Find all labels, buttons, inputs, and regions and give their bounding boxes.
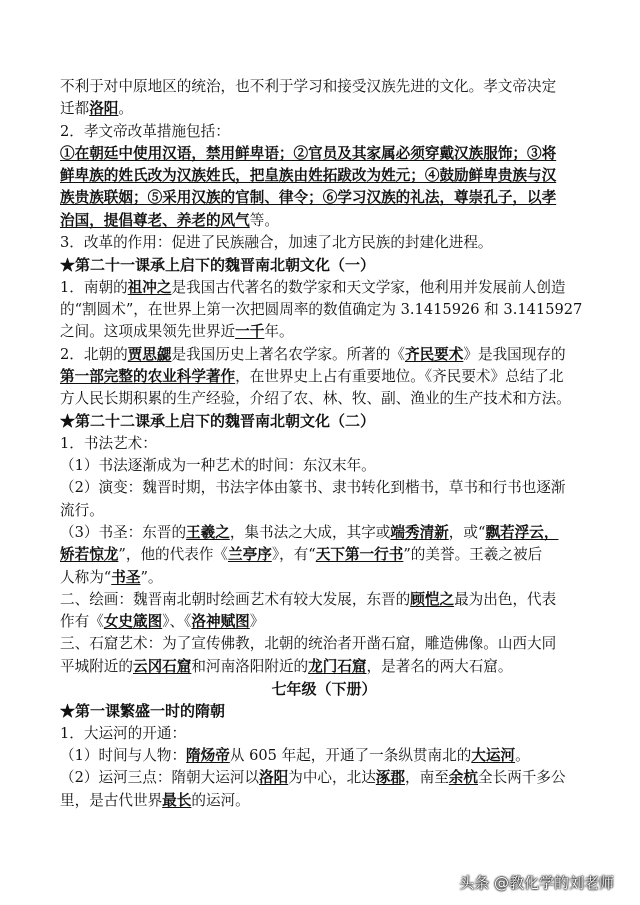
- text-segment: 》，有“: [271, 546, 316, 564]
- text-segment: ，或“: [448, 523, 486, 541]
- text-segment: 流行。: [60, 501, 104, 519]
- text-segment: 不利于对中原地区的统治，也不利于学习和接受汉族先进的文化。孝文帝决定: [60, 78, 557, 95]
- text-segment: ，集书法之大成，其字或: [229, 523, 391, 541]
- text-segment: 为中心，北达: [288, 769, 376, 787]
- key-term: 顾恺之: [410, 590, 455, 608]
- text-line: [60, 299, 588, 321]
- text-segment: 三、石窟艺术：为了宣传佛教，北朝的统治者开凿石窟，雕造佛像。山西大同: [60, 635, 557, 653]
- text-segment: ，南至: [405, 769, 449, 787]
- text-segment: 》、《: [162, 613, 192, 631]
- text-segment: 》是我国现存的: [463, 345, 566, 363]
- key-term: 隋炀帝: [186, 746, 230, 764]
- key-term: 最长: [162, 791, 192, 809]
- section-heading: [60, 700, 588, 722]
- text-segment: （1）时间与人物：: [60, 746, 187, 764]
- text-line: [60, 633, 588, 655]
- text-segment: 方人民长期积累的生产经验，介绍了农、林、牧、副、渔业的生产技术和方法。: [60, 390, 571, 408]
- text-segment: 是我国古代著名的数学家和天文学家，他利用并发展前人创造: [171, 278, 566, 296]
- key-term: 洛神赋图: [191, 613, 250, 631]
- text-segment: ★第一课繁盛一时的隋朝: [60, 702, 226, 721]
- text-line: [60, 187, 588, 209]
- key-term: 洛阳: [89, 100, 119, 118]
- text-segment: 族贵族联姻；⑤采用汉族的官制、律令；⑥学习汉族的礼法，尊崇孔子，以孝: [60, 189, 557, 207]
- text-segment: ”。: [140, 568, 163, 586]
- text-segment: （3）书圣：东晋的: [60, 523, 187, 541]
- text-segment: 2．孝文帝改革措施包括：: [60, 122, 230, 140]
- watermark-text: 头条 @教化学的刘老师: [459, 874, 614, 892]
- key-term: 兰亭序: [228, 546, 272, 564]
- key-term: 治国，提倡尊老、养老的风气: [60, 211, 250, 229]
- text-segment: 1．南朝的: [60, 278, 128, 296]
- text-line: [60, 723, 588, 745]
- text-segment: （1）书法逐渐成为一种艺术的时间：东汉末年。: [60, 457, 376, 475]
- text-segment: ★第二十二课承上启下的魏晋南北朝文化（二）: [60, 412, 376, 431]
- key-term: 飘若浮云，: [485, 523, 559, 541]
- text-segment: 最为出色，代表: [454, 590, 557, 608]
- text-line: [60, 165, 588, 187]
- key-term: 第一部完整的农业科学著作: [60, 367, 236, 385]
- text-segment: 1．书法艺术：: [60, 434, 157, 452]
- text-line: [60, 366, 588, 388]
- key-term: 余杭: [448, 769, 478, 787]
- text-segment: 迁都: [60, 100, 90, 118]
- text-segment: ”，他的代表作《: [118, 546, 229, 564]
- text-line: [60, 210, 588, 232]
- key-term: 矫若惊龙: [60, 546, 119, 564]
- key-term: 祖冲之: [127, 278, 172, 296]
- text-line: [60, 388, 588, 410]
- text-line: [60, 477, 588, 499]
- text-line: [60, 98, 588, 120]
- text-segment: 1．大运河的开通：: [60, 724, 187, 742]
- key-term: 大运河: [471, 746, 516, 764]
- section-heading: [60, 254, 588, 276]
- text-segment: 是我国历史上著名农学家。所著的《: [171, 345, 405, 363]
- text-segment: 的运河。: [191, 791, 250, 809]
- text-line: [60, 277, 588, 299]
- key-term: 端秀清新: [390, 523, 449, 541]
- text-line: [60, 567, 588, 589]
- text-segment: 年。: [264, 323, 294, 341]
- text-segment: 等。: [249, 211, 279, 229]
- text-segment: 之间。这项成果领先世界近: [60, 323, 236, 341]
- text-line: [60, 767, 588, 789]
- text-segment: 3．改革的作用：促进了民族融合，加速了北方民族的封建化进程。: [60, 234, 493, 252]
- text-segment: 二、绘画：魏晋南北朝时绘画艺术有较大发展，东晋的: [60, 590, 411, 608]
- section-heading: [60, 678, 588, 700]
- text-segment: 鲜卑族的姓氏改为汉族姓氏，把皇族由姓拓跋改为姓元；④鼓励鲜卑贵族与汉: [60, 167, 557, 185]
- text-segment: ，在世界史上占有重要地位。《齐民要术》总结了北: [235, 367, 564, 385]
- key-term: 龙门石窟: [308, 657, 367, 675]
- text-line: [60, 232, 588, 254]
- key-term: 齐民要术: [404, 345, 464, 363]
- text-line: [60, 790, 588, 812]
- text-segment: 里，是古代世界: [60, 791, 163, 809]
- text-line: [60, 544, 588, 566]
- text-line: [60, 500, 588, 522]
- text-line: [60, 344, 588, 366]
- text-line: [60, 656, 588, 678]
- text-segment: （2）运河三点：隋朝大运河以: [60, 769, 260, 787]
- key-term: 王羲之: [186, 523, 230, 541]
- text-segment: ①在朝廷中使用汉语，禁用鲜卑语；②官员及其家属必须穿戴汉族服饰；③将: [60, 144, 557, 162]
- section-heading: [60, 410, 588, 432]
- key-term: 天下第一行书: [315, 546, 404, 564]
- text-segment: 七年级（下册）: [271, 680, 377, 699]
- text-segment: （2）演变：魏晋时期，书法字体由篆书、隶书转化到楷书，草书和行书也逐渐: [60, 479, 566, 497]
- text-line: [60, 611, 588, 633]
- text-segment: 全长两千多公: [478, 769, 566, 787]
- text-segment: ”的美誉。王羲之被后: [403, 546, 543, 564]
- text-segment: 从 605 年起，开通了一条纵贯南北的: [229, 746, 472, 764]
- text-segment: 。: [118, 100, 134, 118]
- text-line: [60, 455, 588, 477]
- text-segment: 2．北朝的: [60, 345, 128, 363]
- key-term: 涿郡: [375, 769, 405, 787]
- key-term: 一千: [235, 323, 265, 341]
- key-term: 女史箴图: [103, 613, 163, 631]
- text-line: [60, 321, 588, 343]
- text-segment: ，是著名的两大石窟。: [366, 657, 513, 675]
- text-segment: ★第二十一课承上启下的魏晋南北朝文化（一）: [60, 256, 376, 275]
- text-line: [60, 76, 588, 98]
- text-line: [60, 589, 588, 611]
- document-page: [60, 76, 588, 812]
- text-segment: 作有《: [60, 613, 104, 631]
- text-line: [60, 121, 588, 143]
- text-segment: 平城附近的: [60, 657, 133, 675]
- key-term: 书圣: [111, 568, 141, 586]
- key-term: 云冈石窟: [132, 657, 192, 675]
- key-term: 贾思勰: [127, 345, 172, 363]
- text-line: [60, 433, 588, 455]
- text-line: [60, 143, 588, 165]
- text-line: [60, 745, 588, 767]
- key-term: 洛阳: [259, 769, 289, 787]
- text-segment: 的“割圆术”，在世界上第一次把圆周率的数值确定为 3.1415926 和 3.1415927: [60, 300, 583, 318]
- text-line: [60, 522, 588, 544]
- text-segment: 和河南洛阳附近的: [191, 657, 309, 675]
- text-segment: 。: [515, 746, 530, 764]
- text-segment: 人称为“: [60, 568, 112, 586]
- watermark: [459, 872, 614, 893]
- text-segment: 》: [249, 613, 265, 631]
